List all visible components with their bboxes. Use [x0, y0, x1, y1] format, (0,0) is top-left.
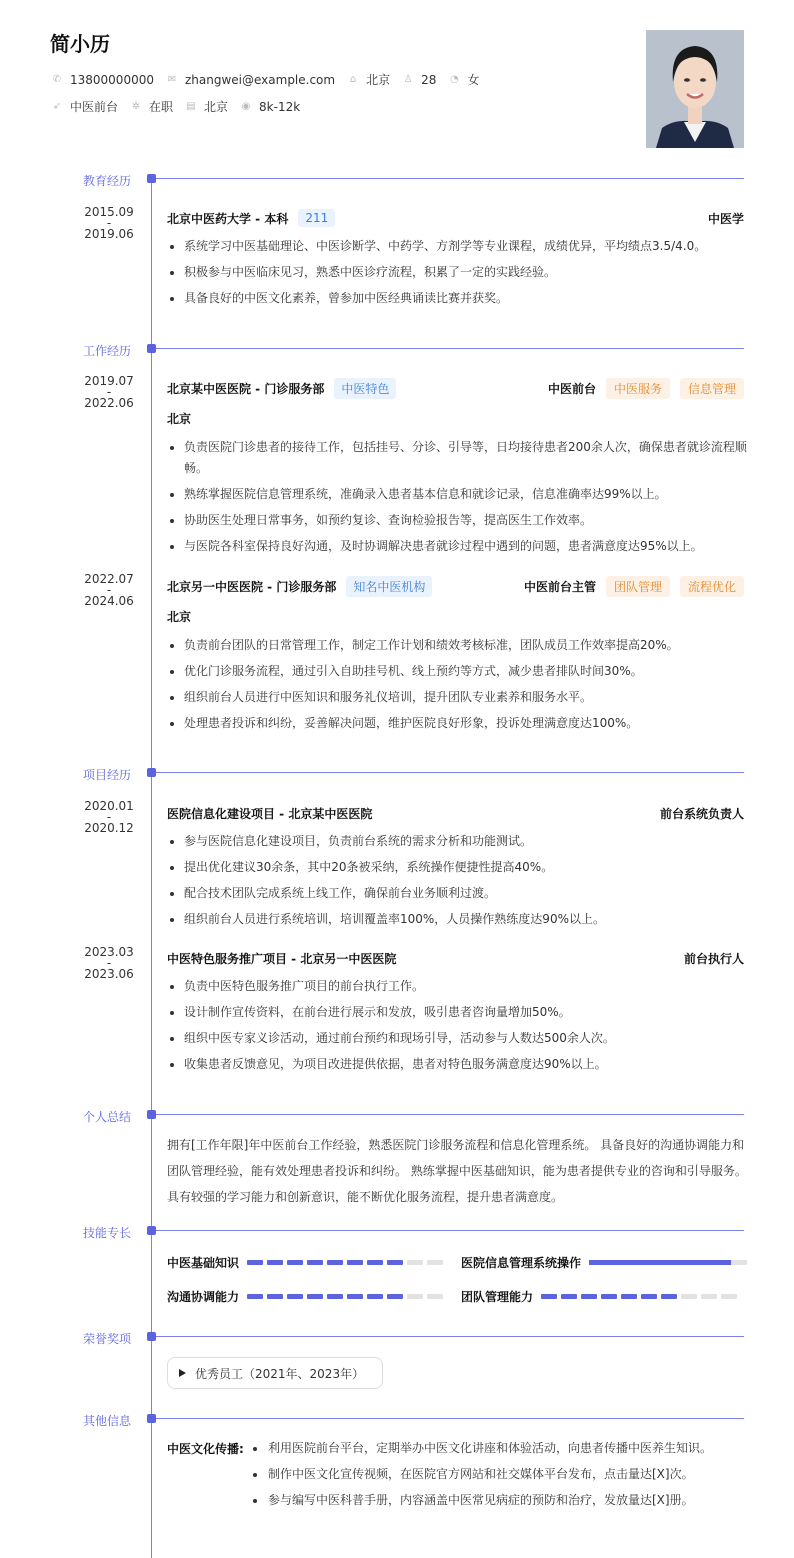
section-divider — [151, 348, 744, 349]
section-divider — [151, 772, 744, 773]
salary-icon: ◉ — [241, 100, 251, 112]
skill-item — [167, 1254, 447, 1271]
send-icon: ➶ — [52, 100, 62, 112]
date-start: 2022.07 — [84, 572, 134, 586]
age-icon: ♙ — [403, 73, 413, 85]
section-divider — [151, 1418, 744, 1419]
list-item: 利用医院前台平台，定期举办中医文化讲座和体验活动，向患者传播中医养生知识。 — [249, 1438, 749, 1459]
list-item: 参与医院信息化建设项目，负责前台系统的需求分析和功能测试。 — [167, 831, 747, 852]
education-bullets — [167, 236, 747, 314]
section-divider — [151, 1336, 744, 1337]
date-sep: - — [106, 385, 112, 399]
summary-text: 拥有[工作年限]年中医前台工作经验，熟悉医院门诊服务流程和信息化管理系统。 具备良好的沟通协调能力和团队管理经验，能有效处理患者投诉和纠纷。 熟练掌握中医基础知识，能为患者提供专业的咨询和引导服务。 具有较强的学习能力和创新意识，能不断优化服务流程，提升患者满意度。 — [167, 1138, 747, 1204]
date-end: 2022.06 — [84, 396, 134, 410]
section-divider — [151, 1230, 744, 1231]
project-header — [167, 950, 744, 967]
timeline-line — [151, 178, 152, 1558]
list-item: 设计制作宣传资料，在前台进行展示和发放，吸引患者咨询量增加50%。 — [167, 1002, 747, 1023]
contact-city — [348, 71, 390, 88]
job-role: 中医前台 — [547, 382, 596, 396]
date-sep: - — [106, 216, 112, 230]
date-start: 2020.01 — [84, 799, 134, 813]
gender-value: 女 — [467, 73, 480, 87]
home-icon: ⌂ — [349, 73, 357, 85]
major: 中医学 — [707, 211, 744, 226]
date-sep: - — [106, 583, 112, 597]
list-item: 处理患者投诉和纠纷，妥善解决问题，维护医院良好形象，投诉处理满意度达100%。 — [167, 713, 747, 734]
project-date — [80, 947, 138, 980]
list-item: 具备良好的中医文化素养，曾参加中医经典诵读比赛并获奖。 — [167, 288, 747, 309]
email-value: zhangwei@example.com — [184, 72, 336, 87]
salary-value: 8k-12k — [259, 99, 301, 114]
project-bullets — [167, 976, 747, 1080]
work-location: 北京 — [167, 412, 192, 426]
section-title-summary: 个人总结 — [83, 1110, 132, 1124]
skill-level-bar — [589, 1260, 747, 1265]
company-title: 北京某中医医院 - 门诊服务部 — [167, 382, 325, 396]
date-sep: - — [106, 956, 112, 970]
role-tag: 信息管理 — [680, 378, 744, 399]
intent-salary — [241, 100, 300, 114]
position-value: 中医前台 — [70, 100, 119, 114]
intent-row — [52, 98, 313, 115]
work-header — [167, 576, 744, 597]
work-header — [167, 378, 744, 399]
date-start: 2019.07 — [84, 374, 134, 388]
skill-item — [167, 1288, 447, 1305]
section-title-education: 教育经历 — [83, 174, 132, 188]
city-value: 北京 — [366, 73, 391, 87]
company-title: 北京另一中医医院 - 门诊服务部 — [167, 580, 337, 594]
skill-level-bar — [247, 1294, 447, 1299]
skill-name: 团队管理能力 — [461, 1290, 534, 1304]
skill-name: 中医基础知识 — [167, 1256, 240, 1270]
list-item: 组织前台人员进行中医知识和服务礼仪培训，提升团队专业素养和服务水平。 — [167, 687, 747, 708]
list-item: 组织中医专家义诊活动，通过前台预约和现场引导，活动参与人数达500余人次。 — [167, 1028, 747, 1049]
list-item: 配合技术团队完成系统上线工作，确保前台业务顺利过渡。 — [167, 883, 747, 904]
list-item: 积极参与中医临床见习，熟悉中医诊疗流程，积累了一定的实践经验。 — [167, 262, 747, 283]
contact-gender — [449, 71, 479, 88]
role-tag: 团队管理 — [606, 576, 670, 597]
award-label: 优秀员工（2021年、2023年） — [195, 1366, 365, 1381]
work-bullets — [167, 437, 747, 562]
date-end: 2020.12 — [84, 821, 134, 835]
intent-position — [52, 98, 118, 115]
job-role: 中医前台主管 — [523, 580, 596, 594]
school-title: 北京中医药大学 - 本科 — [167, 211, 289, 226]
list-item: 制作中医文化宣传视频，在医院官方网站和社交媒体平台发布，点击量达[X]次。 — [249, 1464, 749, 1485]
skill-item — [461, 1254, 747, 1271]
status-value: 在职 — [149, 100, 174, 114]
project-role: 前台系统负责人 — [659, 807, 744, 821]
mail-icon: ✉ — [167, 73, 177, 85]
list-item: 提出优化建议30余条，其中20条被采纳，系统操作便捷性提高40%。 — [167, 857, 747, 878]
resume-name: 简小历 — [50, 32, 110, 56]
section-title-other: 其他信息 — [83, 1414, 132, 1428]
school-tag: 211 — [298, 209, 335, 227]
contact-email — [167, 73, 335, 87]
date-start: 2015.09 — [84, 205, 134, 219]
section-title-projects: 项目经历 — [83, 768, 132, 782]
contact-age — [403, 73, 436, 87]
date-end: 2023.06 — [84, 967, 134, 981]
phone-value: 13800000000 — [70, 72, 154, 87]
list-item: 负责医院门诊患者的接待工作，包括挂号、分诊、引导等，日均接待患者200余人次，确保患者就诊流程顺畅。 — [167, 437, 747, 479]
project-title: 中医特色服务推广项目 - 北京另一中医医院 — [167, 952, 397, 966]
other-label: 中医文化传播: — [167, 1442, 244, 1456]
skill-level-bar — [247, 1260, 447, 1265]
intent-status — [131, 98, 173, 115]
education-date — [80, 207, 138, 240]
contact-row — [52, 71, 492, 88]
list-item: 负责中医特色服务推广项目的前台执行工作。 — [167, 976, 747, 997]
list-item: 收集患者反馈意见，为项目改进提供依据，患者对特色服务满意度达90%以上。 — [167, 1054, 747, 1075]
company-tag: 知名中医机构 — [346, 576, 432, 597]
project-date — [80, 801, 138, 834]
play-triangle-icon — [179, 1369, 186, 1377]
work-bullets — [167, 635, 747, 739]
award-item[interactable] — [167, 1357, 383, 1389]
contact-phone — [52, 73, 154, 87]
gender-icon: ◔ — [450, 73, 459, 85]
list-item: 熟练掌握医院信息管理系统，准确录入患者基本信息和就诊记录，信息准确率达99%以上。 — [167, 484, 747, 505]
list-item: 组织前台人员进行系统培训，培训覆盖率100%，人员操作熟练度达90%以上。 — [167, 909, 747, 930]
intent-city — [186, 98, 228, 115]
section-divider — [151, 178, 744, 179]
section-title-skills: 技能专长 — [83, 1226, 132, 1240]
date-end: 2019.06 — [84, 227, 134, 241]
skill-item — [461, 1288, 741, 1305]
date-start: 2023.03 — [84, 945, 134, 959]
company-tag: 中医特色 — [334, 378, 396, 399]
date-sep: - — [106, 810, 112, 824]
list-item: 参与编写中医科普手册，内容涵盖中医常见病症的预防和治疗，发放量达[X]册。 — [249, 1490, 749, 1511]
list-item: 负责前台团队的日常管理工作，制定工作计划和绩效考核标准，团队成员工作效率提高20%。 — [167, 635, 747, 656]
project-title: 医院信息化建设项目 - 北京某中医医院 — [167, 807, 373, 821]
section-title-work: 工作经历 — [83, 344, 132, 358]
age-value: 28 — [421, 72, 437, 87]
project-header — [167, 805, 744, 822]
role-tag: 流程优化 — [680, 576, 744, 597]
date-end: 2024.06 — [84, 594, 134, 608]
list-item: 系统学习中医基础理论、中医诊断学、中药学、方剂学等专业课程，成绩优异，平均绩点3.5/4.0。 — [167, 236, 747, 257]
role-tag: 中医服务 — [606, 378, 670, 399]
work-date — [80, 574, 138, 607]
project-bullets — [167, 831, 747, 935]
section-title-awards: 荣誉奖项 — [83, 1332, 132, 1346]
skill-name: 医院信息管理系统操作 — [461, 1256, 582, 1270]
profile-photo — [646, 30, 744, 148]
list-item: 与医院各科室保持良好沟通，及时协调解决患者就诊过程中遇到的问题，患者满意度达95%以上。 — [167, 536, 747, 557]
phone-icon: ✆ — [52, 73, 62, 85]
project-role: 前台执行人 — [683, 952, 744, 966]
intent-city-value: 北京 — [204, 100, 229, 114]
skill-level-bar — [541, 1294, 741, 1299]
building-icon: ▤ — [186, 100, 196, 112]
skill-name: 沟通协调能力 — [167, 1290, 240, 1304]
section-divider — [151, 1114, 744, 1115]
list-item: 协助医生处理日常事务，如预约复诊、查询检验报告等，提高医生工作效率。 — [167, 510, 747, 531]
status-icon: ✲ — [131, 100, 141, 112]
work-location: 北京 — [167, 610, 192, 624]
list-item: 优化门诊服务流程，通过引入自助挂号机、线上预约等方式，减少患者排队时间30%。 — [167, 661, 747, 682]
education-header — [167, 209, 744, 227]
other-bullets — [249, 1438, 749, 1516]
work-date — [80, 376, 138, 409]
